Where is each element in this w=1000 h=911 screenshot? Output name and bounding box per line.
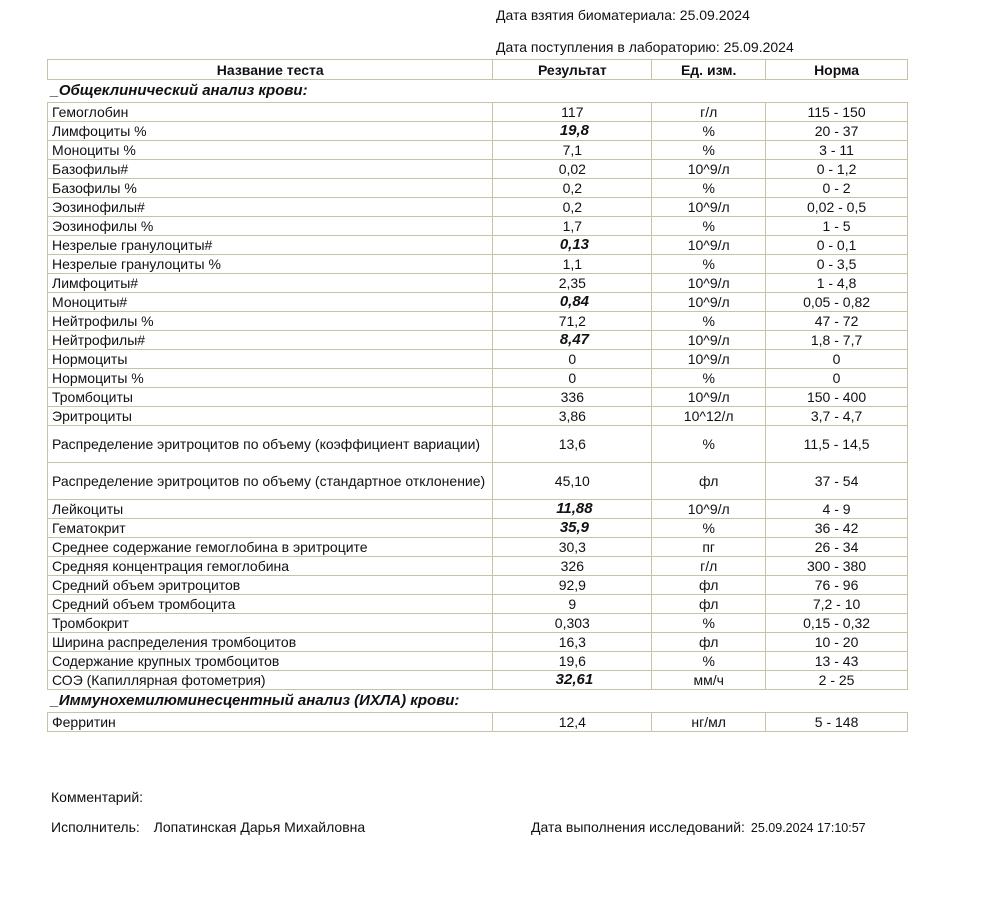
table-row <box>48 576 908 595</box>
norm-cell: 115 - 150 <box>766 103 908 122</box>
test-name-cell: Гематокрит <box>48 519 493 538</box>
result-cell: 0,02 <box>493 160 652 179</box>
test-name-cell: Базофилы# <box>48 160 493 179</box>
test-name-cell: Нейтрофилы# <box>48 331 493 350</box>
received-date-value: 25.09.2024 <box>723 39 794 55</box>
result-cell: 336 <box>493 388 652 407</box>
column-header-unit: Ед. изм. <box>652 60 766 80</box>
table-row <box>48 407 908 426</box>
result-cell: 117 <box>493 103 652 122</box>
test-name-cell: Содержание крупных тромбоцитов <box>48 652 493 671</box>
unit-cell: 10^9/л <box>652 293 766 312</box>
norm-cell: 150 - 400 <box>766 388 908 407</box>
section-immunochem <box>48 690 908 713</box>
table-row <box>48 274 908 293</box>
table-header-row <box>48 60 908 80</box>
executor-name: Лопатинская Дарья Михайловна <box>153 819 366 835</box>
test-name-cell: Распределение эритроцитов по объему (стандартное отклонение) <box>48 463 493 500</box>
table-row <box>48 179 908 198</box>
result-cell: 3,86 <box>493 407 652 426</box>
table-row <box>48 141 908 160</box>
table-row <box>48 388 908 407</box>
norm-cell: 4 - 9 <box>766 500 908 519</box>
test-name-cell: Тромбокрит <box>48 614 493 633</box>
column-header-test-name: Название теста <box>48 60 493 80</box>
result-cell: 0 <box>493 350 652 369</box>
norm-cell: 0,05 - 0,82 <box>766 293 908 312</box>
table-row <box>48 519 908 538</box>
norm-cell: 0 <box>766 350 908 369</box>
table-row <box>48 671 908 690</box>
sample-date-line <box>496 7 750 23</box>
test-name-cell: Базофилы % <box>48 179 493 198</box>
unit-cell: 10^12/л <box>652 407 766 426</box>
table-row <box>48 426 908 463</box>
norm-cell: 0 <box>766 369 908 388</box>
unit-cell: % <box>652 519 766 538</box>
column-header-norm: Норма <box>766 60 908 80</box>
table-row <box>48 236 908 255</box>
unit-cell: фл <box>652 463 766 500</box>
result-cell: 16,3 <box>493 633 652 652</box>
result-cell: 45,10 <box>493 463 652 500</box>
result-cell: 326 <box>493 557 652 576</box>
result-cell: 2,35 <box>493 274 652 293</box>
received-date-line <box>496 39 794 55</box>
table-row <box>48 103 908 122</box>
test-name-cell: Незрелые гранулоциты % <box>48 255 493 274</box>
test-name-cell: Среднее содержание гемоглобина в эритроците <box>48 538 493 557</box>
unit-cell: г/л <box>652 557 766 576</box>
result-cell: 0 <box>493 369 652 388</box>
norm-cell: 1 - 4,8 <box>766 274 908 293</box>
executor-line <box>51 819 365 835</box>
unit-cell: 10^9/л <box>652 331 766 350</box>
unit-cell: 10^9/л <box>652 500 766 519</box>
result-cell: 0,13 <box>493 236 652 255</box>
norm-cell: 10 - 20 <box>766 633 908 652</box>
norm-cell: 3 - 11 <box>766 141 908 160</box>
norm-cell: 11,5 - 14,5 <box>766 426 908 463</box>
unit-cell: % <box>652 141 766 160</box>
unit-cell: 10^9/л <box>652 198 766 217</box>
unit-cell: 10^9/л <box>652 236 766 255</box>
completed-datetime: 25.09.2024 17:10:57 <box>750 821 866 835</box>
table-row <box>48 557 908 576</box>
norm-cell: 1,8 - 7,7 <box>766 331 908 350</box>
result-cell: 30,3 <box>493 538 652 557</box>
completed-line <box>531 819 866 835</box>
unit-cell: % <box>652 652 766 671</box>
table-row <box>48 500 908 519</box>
norm-cell: 13 - 43 <box>766 652 908 671</box>
norm-cell: 0 - 2 <box>766 179 908 198</box>
unit-cell: 10^9/л <box>652 160 766 179</box>
table-row <box>48 350 908 369</box>
table-row <box>48 633 908 652</box>
test-name-cell: Лейкоциты <box>48 500 493 519</box>
table-row <box>48 331 908 350</box>
test-name-cell: СОЭ (Капиллярная фотометрия) <box>48 671 493 690</box>
test-name-cell: Ширина распределения тромбоцитов <box>48 633 493 652</box>
norm-cell: 2 - 25 <box>766 671 908 690</box>
table-row <box>48 122 908 141</box>
test-name-cell: Эозинофилы# <box>48 198 493 217</box>
unit-cell: % <box>652 426 766 463</box>
table-row <box>48 217 908 236</box>
table-row <box>48 312 908 331</box>
table-row <box>48 198 908 217</box>
test-name-cell: Эозинофилы % <box>48 217 493 236</box>
unit-cell: % <box>652 255 766 274</box>
section-general-blood <box>48 80 908 103</box>
column-header-result: Результат <box>493 60 652 80</box>
norm-cell: 300 - 380 <box>766 557 908 576</box>
result-cell: 8,47 <box>493 331 652 350</box>
unit-cell: % <box>652 614 766 633</box>
table-row <box>48 463 908 500</box>
sample-date-label: Дата взятия биоматериала: <box>496 7 676 23</box>
norm-cell: 37 - 54 <box>766 463 908 500</box>
unit-cell: % <box>652 217 766 236</box>
table-row <box>48 652 908 671</box>
norm-cell: 0,02 - 0,5 <box>766 198 908 217</box>
test-name-cell: Гемоглобин <box>48 103 493 122</box>
test-name-cell: Распределение эритроцитов по объему (коэффициент вариации) <box>48 426 493 463</box>
result-cell: 19,6 <box>493 652 652 671</box>
test-name-cell: Нормоциты % <box>48 369 493 388</box>
unit-cell: 10^9/л <box>652 274 766 293</box>
norm-cell: 0 - 3,5 <box>766 255 908 274</box>
test-name-cell: Моноциты# <box>48 293 493 312</box>
norm-cell: 0 - 1,2 <box>766 160 908 179</box>
test-name-cell: Эритроциты <box>48 407 493 426</box>
norm-cell: 36 - 42 <box>766 519 908 538</box>
result-cell: 12,4 <box>493 713 652 732</box>
result-cell: 0,2 <box>493 198 652 217</box>
test-name-cell: Незрелые гранулоциты# <box>48 236 493 255</box>
result-cell: 0,2 <box>493 179 652 198</box>
received-date-label: Дата поступления в лабораторию: <box>496 39 720 55</box>
unit-cell: мм/ч <box>652 671 766 690</box>
table-row <box>48 595 908 614</box>
result-cell: 0,303 <box>493 614 652 633</box>
unit-cell: нг/мл <box>652 713 766 732</box>
executor-label: Исполнитель: <box>51 819 140 835</box>
norm-cell: 26 - 34 <box>766 538 908 557</box>
test-name-cell: Тромбоциты <box>48 388 493 407</box>
table-row <box>48 160 908 179</box>
norm-cell: 20 - 37 <box>766 122 908 141</box>
norm-cell: 1 - 5 <box>766 217 908 236</box>
table-row <box>48 369 908 388</box>
test-name-cell: Нормоциты <box>48 350 493 369</box>
test-name-cell: Моноциты % <box>48 141 493 160</box>
table-row <box>48 538 908 557</box>
test-name-cell: Ферритин <box>48 713 493 732</box>
table-row <box>48 255 908 274</box>
result-cell: 35,9 <box>493 519 652 538</box>
test-name-cell: Средняя концентрация гемоглобина <box>48 557 493 576</box>
unit-cell: фл <box>652 595 766 614</box>
result-cell: 7,1 <box>493 141 652 160</box>
section-title: _Общеклинический анализ крови: <box>50 82 308 99</box>
unit-cell: 10^9/л <box>652 388 766 407</box>
unit-cell: % <box>652 312 766 331</box>
table-row <box>48 713 908 732</box>
norm-cell: 0 - 0,1 <box>766 236 908 255</box>
test-name-cell: Средний объем эритроцитов <box>48 576 493 595</box>
result-cell: 71,2 <box>493 312 652 331</box>
comment-label: Комментарий: <box>51 789 144 805</box>
unit-cell: фл <box>652 576 766 595</box>
result-cell: 0,84 <box>493 293 652 312</box>
test-name-cell: Лимфоциты# <box>48 274 493 293</box>
table-row <box>48 614 908 633</box>
result-cell: 32,61 <box>493 671 652 690</box>
unit-cell: пг <box>652 538 766 557</box>
unit-cell: 10^9/л <box>652 350 766 369</box>
test-name-cell: Средний объем тромбоцита <box>48 595 493 614</box>
results-table <box>47 59 908 732</box>
norm-cell: 5 - 148 <box>766 713 908 732</box>
norm-cell: 7,2 - 10 <box>766 595 908 614</box>
result-cell: 9 <box>493 595 652 614</box>
result-cell: 19,8 <box>493 122 652 141</box>
sample-date-value: 25.09.2024 <box>679 7 750 23</box>
norm-cell: 47 - 72 <box>766 312 908 331</box>
norm-cell: 76 - 96 <box>766 576 908 595</box>
result-cell: 1,7 <box>493 217 652 236</box>
unit-cell: г/л <box>652 103 766 122</box>
section-title: _Иммунохемилюминесцентный анализ (ИХЛА) крови: <box>50 692 460 709</box>
test-name-cell: Нейтрофилы % <box>48 312 493 331</box>
result-cell: 1,1 <box>493 255 652 274</box>
completed-label: Дата выполнения исследований: <box>531 819 745 835</box>
norm-cell: 0,15 - 0,32 <box>766 614 908 633</box>
norm-cell: 3,7 - 4,7 <box>766 407 908 426</box>
result-cell: 11,88 <box>493 500 652 519</box>
unit-cell: фл <box>652 633 766 652</box>
test-name-cell: Лимфоциты % <box>48 122 493 141</box>
unit-cell: % <box>652 179 766 198</box>
table-row <box>48 293 908 312</box>
unit-cell: % <box>652 122 766 141</box>
result-cell: 92,9 <box>493 576 652 595</box>
result-cell: 13,6 <box>493 426 652 463</box>
unit-cell: % <box>652 369 766 388</box>
